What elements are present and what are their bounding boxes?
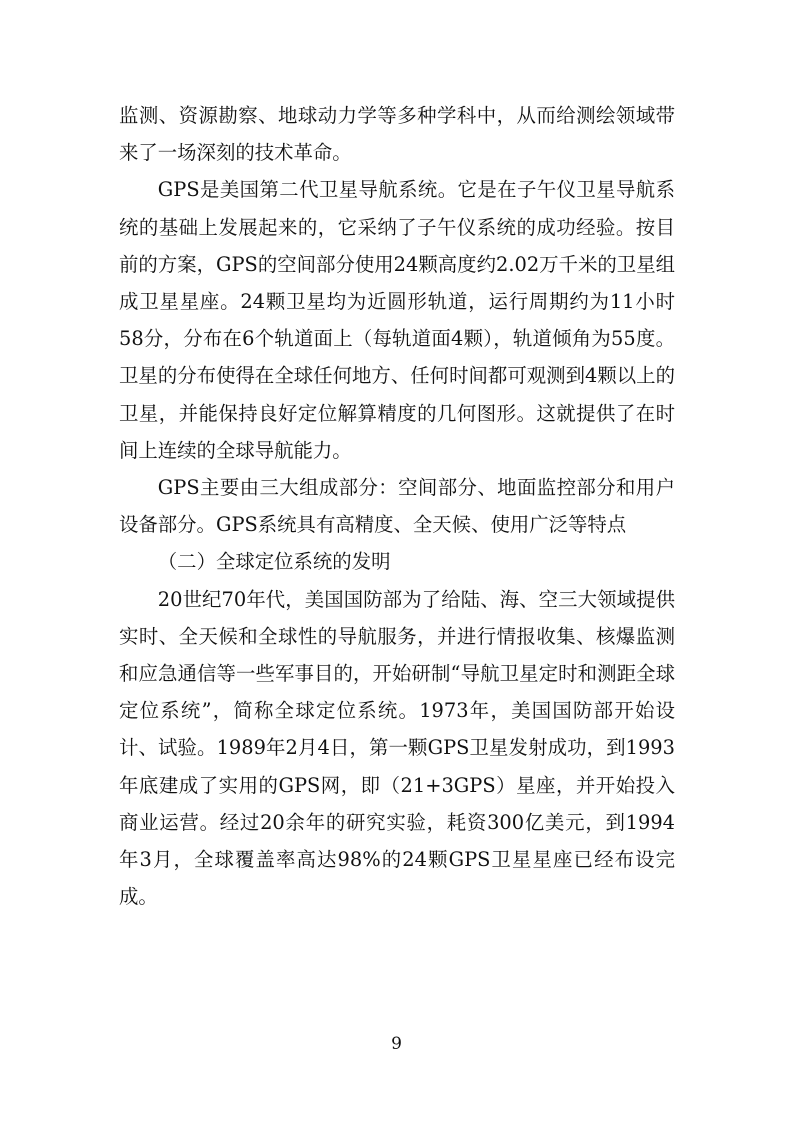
paragraph-gps-invention: 20世纪70年代，美国国防部为了给陆、海、空三大领域提供实时、全天候和全球性的导航服务，并进行情报收集、核爆监测和应急通信等一些军事目的，开始研制“导航卫星定时和测距全球定位系统”，简称全球定位系统。1973年，美国国防部开始设计、试验。1989年2月4日，第一颗GPS卫星发射成功，到1993年底建成了实用的GPS网，即（21+3GPS）星座，并开始投入商业运营。经过20余年的研究实验，耗资300亿美元，到1994年3月，全球覆盖率高达98%的24颗GPS卫星星座已经布设完成。 bbox=[119, 587, 675, 909]
page-number: 9 bbox=[391, 1034, 402, 1054]
body-text bbox=[119, 97, 675, 915]
section-heading: （二）全球定位系统的发明 bbox=[157, 550, 391, 574]
paragraph-gps-overview: GPS是美国第二代卫星导航系统。它是在子午仪卫星导航系统的基础上发展起来的，它采纳了子午仪系统的成功经验。按目前的方案，GPS的空间部分使用24颗高度约2.02万千米的卫星组成卫星星座。24颗卫星均为近圆形轨道，运行周期约为11小时58分，分布在6个轨道面上（每轨道面4颗），轨道倾角为55度。卫星的分布使得在全球任何地方、任何时间都可观测到4颗以上的卫星，并能保持良好定位解算精度的几何图形。这就提供了在时间上连续的全球导航能力。 bbox=[119, 178, 675, 462]
paragraph-continuation: 监测、资源勘察、地球动力学等多种学科中，从而给测绘领域带来了一场深刻的技术革命。 bbox=[119, 104, 675, 165]
paragraph-gps-components: GPS主要由三大组成部分：空间部分、地面监控部分和用户设备部分。GPS系统具有高精度、全天候、使用广泛等特点 bbox=[119, 476, 675, 537]
